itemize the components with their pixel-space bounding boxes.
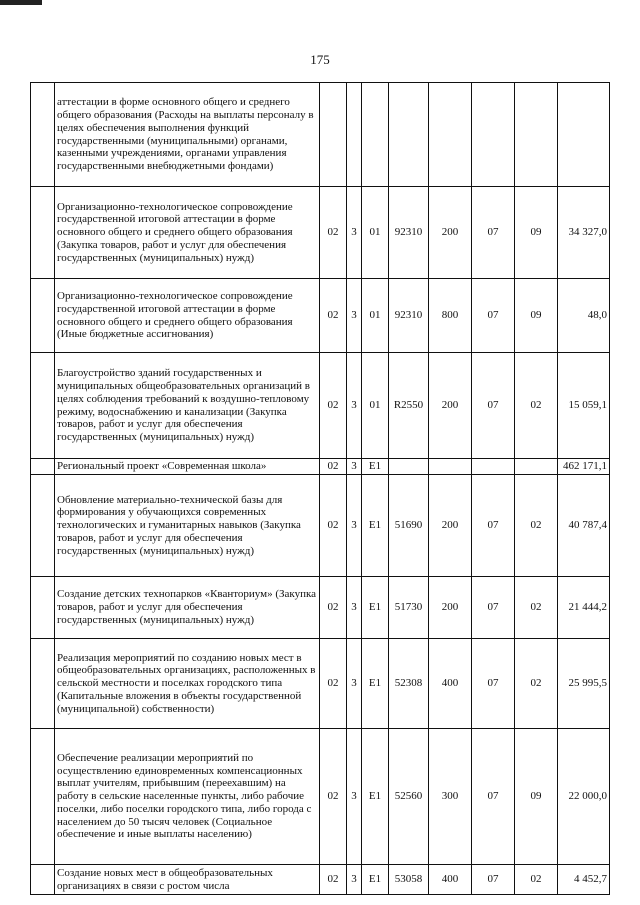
- code-4-cell: 53058: [389, 865, 429, 895]
- code-1-cell: 02: [320, 577, 347, 639]
- code-5-cell: 200: [429, 475, 472, 577]
- code-1-cell: 02: [320, 639, 347, 729]
- code-3-cell: 01: [362, 279, 389, 353]
- code-5-cell: 300: [429, 729, 472, 865]
- blank-cell: [31, 459, 55, 475]
- blank-cell: [31, 83, 55, 187]
- code-7-cell: 09: [515, 187, 558, 279]
- code-3-cell: E1: [362, 475, 389, 577]
- table-row: [31, 729, 610, 865]
- code-3-cell: [362, 83, 389, 187]
- code-1-cell: 02: [320, 187, 347, 279]
- code-7-cell: 09: [515, 279, 558, 353]
- code-4-cell: 51730: [389, 577, 429, 639]
- amount-cell: 40 787,4: [558, 475, 610, 577]
- code-6-cell: 07: [472, 475, 515, 577]
- code-6-cell: 07: [472, 577, 515, 639]
- budget-table: [30, 82, 610, 895]
- code-7-cell: [515, 459, 558, 475]
- scan-corner-mark: [0, 0, 42, 5]
- amount-cell: 15 059,1: [558, 353, 610, 459]
- table-row: [31, 353, 610, 459]
- code-4-cell: 51690: [389, 475, 429, 577]
- code-4-cell: 92310: [389, 279, 429, 353]
- code-3-cell: 01: [362, 187, 389, 279]
- code-4-cell: 52308: [389, 639, 429, 729]
- code-2-cell: 3: [347, 475, 362, 577]
- row-name-cell: Организационно-технологическое сопровождение государственной итоговой аттестации в форме основного общего и среднего общего образования (Закупка товаров, работ и услуг для обеспечения государственных (муниципальных) нужд): [55, 187, 320, 279]
- code-6-cell: [472, 83, 515, 187]
- code-5-cell: 200: [429, 577, 472, 639]
- blank-cell: [31, 187, 55, 279]
- code-2-cell: 3: [347, 639, 362, 729]
- code-3-cell: E1: [362, 577, 389, 639]
- row-name-cell: Обеспечение реализации мероприятий по осуществлению единовременных компенсационных выплат учителям, прибывшим (переехавшим) на работу в сельские населенные пункты, либо рабочие поселки, либо поселки городского типа, либо города с населением до 50 тысяч человек (Социальное обеспечение и иные выплаты населению): [55, 729, 320, 865]
- table-row: [31, 83, 610, 187]
- amount-cell: 4 452,7: [558, 865, 610, 895]
- code-7-cell: 09: [515, 729, 558, 865]
- blank-cell: [31, 279, 55, 353]
- code-6-cell: 07: [472, 865, 515, 895]
- code-6-cell: 07: [472, 729, 515, 865]
- code-7-cell: 02: [515, 353, 558, 459]
- code-1-cell: 02: [320, 353, 347, 459]
- code-3-cell: E1: [362, 639, 389, 729]
- code-1-cell: 02: [320, 459, 347, 475]
- code-6-cell: 07: [472, 353, 515, 459]
- table-row: [31, 459, 610, 475]
- code-1-cell: 02: [320, 865, 347, 895]
- code-1-cell: 02: [320, 729, 347, 865]
- row-name-cell: аттестации в форме основного общего и среднего общего образования (Расходы на выплаты персоналу в целях обеспечения выполнения функций государственными (муниципальными) органами, казенными учреждениями, органами управления государственными внебюджетными фондами): [55, 83, 320, 187]
- table-row: [31, 577, 610, 639]
- code-5-cell: [429, 83, 472, 187]
- code-4-cell: [389, 83, 429, 187]
- code-3-cell: 01: [362, 353, 389, 459]
- code-6-cell: 07: [472, 187, 515, 279]
- row-name-cell: Благоустройство зданий государственных и муниципальных общеобразовательных организаций в целях соблюдения требований к воздушно-тепловому режиму, водоснабжению и канализации (Закупка товаров, работ и услуг для обеспечения государственных (муниципальных) нужд): [55, 353, 320, 459]
- code-1-cell: [320, 83, 347, 187]
- code-2-cell: 3: [347, 577, 362, 639]
- code-3-cell: E1: [362, 729, 389, 865]
- code-5-cell: 200: [429, 353, 472, 459]
- amount-cell: 34 327,0: [558, 187, 610, 279]
- table-row: [31, 865, 610, 895]
- amount-cell: 48,0: [558, 279, 610, 353]
- code-2-cell: 3: [347, 187, 362, 279]
- blank-cell: [31, 577, 55, 639]
- code-5-cell: 400: [429, 865, 472, 895]
- code-5-cell: 800: [429, 279, 472, 353]
- row-name-cell: Организационно-технологическое сопровождение государственной итоговой аттестации в форме основного общего и среднего общего образования (Иные бюджетные ассигнования): [55, 279, 320, 353]
- code-4-cell: 52560: [389, 729, 429, 865]
- code-4-cell: 92310: [389, 187, 429, 279]
- amount-cell: 25 995,5: [558, 639, 610, 729]
- code-2-cell: 3: [347, 865, 362, 895]
- code-1-cell: 02: [320, 279, 347, 353]
- blank-cell: [31, 729, 55, 865]
- page-number: 175: [310, 52, 330, 67]
- code-5-cell: [429, 459, 472, 475]
- table-row: [31, 279, 610, 353]
- blank-cell: [31, 475, 55, 577]
- code-5-cell: 200: [429, 187, 472, 279]
- code-4-cell: R2550: [389, 353, 429, 459]
- code-2-cell: 3: [347, 459, 362, 475]
- code-6-cell: 07: [472, 279, 515, 353]
- table-row: [31, 187, 610, 279]
- code-2-cell: 3: [347, 279, 362, 353]
- row-name-cell: Создание новых мест в общеобразовательных организациях в связи с ростом числа: [55, 865, 320, 895]
- code-6-cell: [472, 459, 515, 475]
- code-2-cell: 3: [347, 353, 362, 459]
- code-7-cell: 02: [515, 865, 558, 895]
- code-7-cell: 02: [515, 475, 558, 577]
- table-row: [31, 475, 610, 577]
- blank-cell: [31, 639, 55, 729]
- code-7-cell: 02: [515, 639, 558, 729]
- row-name-cell: Реализация мероприятий по созданию новых мест в общеобразовательных организациях, расположенных в сельской местности и поселках городского типа (Капитальные вложения в объекты государственной (муниципальной) собственности): [55, 639, 320, 729]
- code-5-cell: 400: [429, 639, 472, 729]
- amount-cell: 22 000,0: [558, 729, 610, 865]
- row-name-cell: Создание детских технопарков «Кванториум» (Закупка товаров, работ и услуг для обеспечения государственных (муниципальных) нужд): [55, 577, 320, 639]
- amount-cell: [558, 83, 610, 187]
- table-row: [31, 639, 610, 729]
- blank-cell: [31, 353, 55, 459]
- row-name-cell: Региональный проект «Современная школа»: [55, 459, 320, 475]
- amount-cell: 462 171,1: [558, 459, 610, 475]
- row-name-cell: Обновление материально-технической базы для формирования у обучающихся современных технологических и гуманитарных навыков (Закупка товаров, работ и услуг для обеспечения государственных (муниципальных) нужд): [55, 475, 320, 577]
- code-4-cell: [389, 459, 429, 475]
- code-3-cell: E1: [362, 865, 389, 895]
- blank-cell: [31, 865, 55, 895]
- code-1-cell: 02: [320, 475, 347, 577]
- code-3-cell: E1: [362, 459, 389, 475]
- code-7-cell: 02: [515, 577, 558, 639]
- code-2-cell: 3: [347, 729, 362, 865]
- amount-cell: 21 444,2: [558, 577, 610, 639]
- code-6-cell: 07: [472, 639, 515, 729]
- code-7-cell: [515, 83, 558, 187]
- code-2-cell: [347, 83, 362, 187]
